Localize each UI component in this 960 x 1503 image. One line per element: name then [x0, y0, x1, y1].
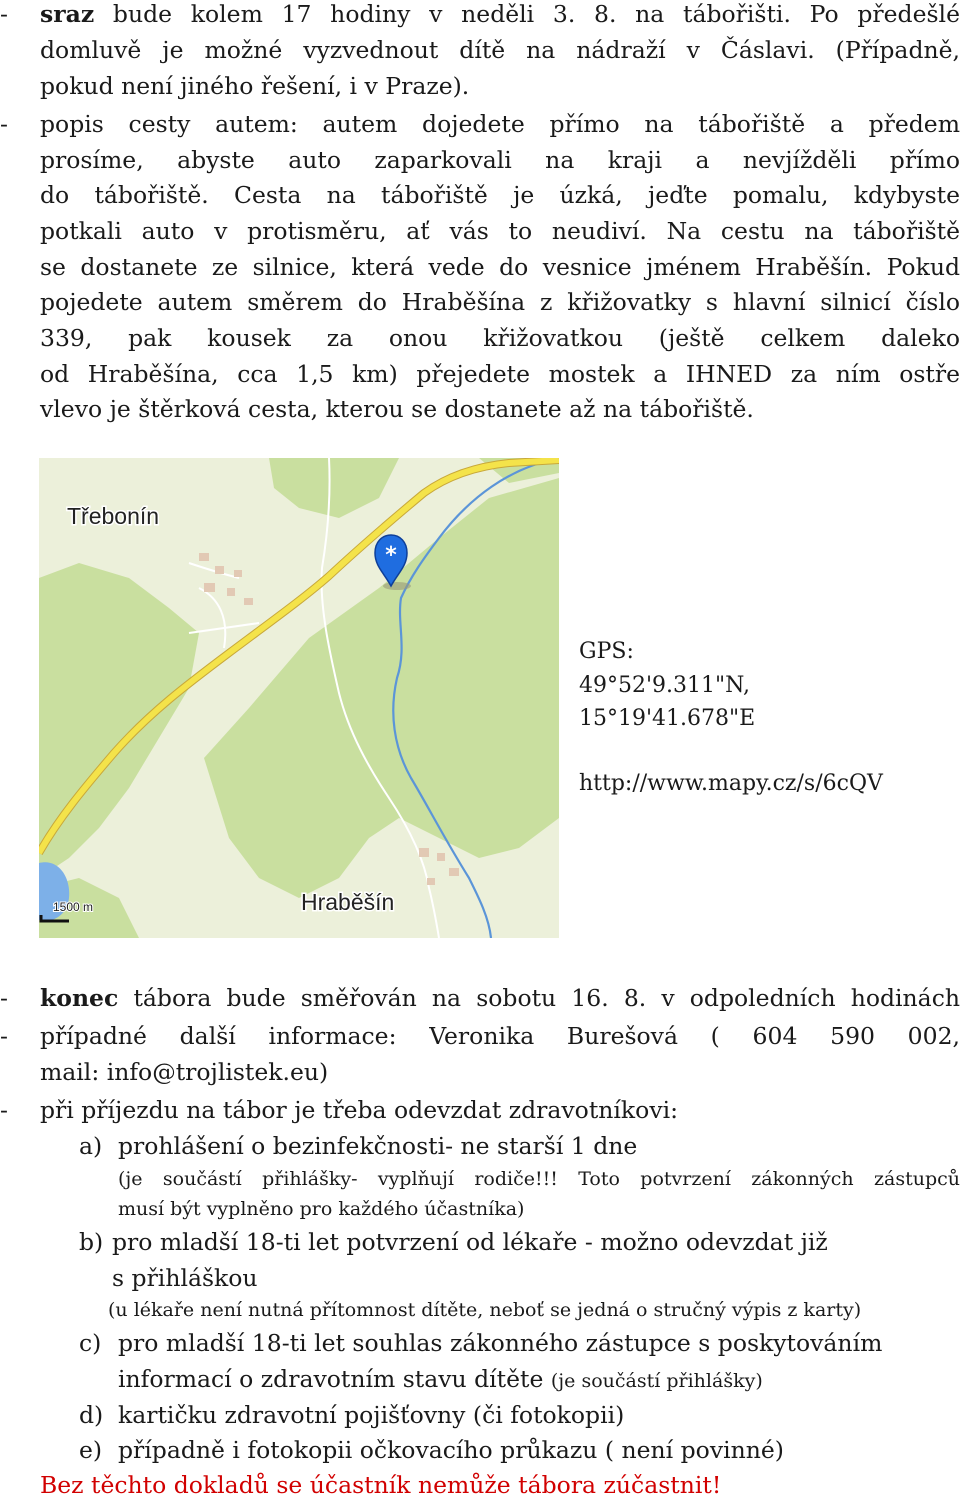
gps-longitude: 15°19'41.678"E [579, 706, 756, 731]
map-label-trebonin: Třebonín [67, 503, 160, 529]
building [449, 868, 459, 876]
item-c-note: (je součástí přihlášky) [550, 1370, 763, 1392]
item-b-text-1: pro mladší 18-ti let potvrzení od lékaře - možno odevzdat již [112, 1228, 828, 1256]
building [419, 848, 429, 857]
item-a-label: a) [79, 1132, 103, 1160]
map-scale-label: 1500 m [53, 900, 94, 914]
sraz-text: bude kolem 17 hodiny v neděli 3. 8. na tábořišti. Po předešlé [112, 0, 960, 28]
item-b-text-2: s přihláškou [112, 1264, 258, 1292]
building [244, 598, 253, 605]
item-d-text: kartičku zdravotní pojišťovny (či fotokopii) [118, 1401, 625, 1429]
gps-latitude: 49°52'9.311"N, [579, 673, 750, 698]
map-link[interactable]: http://www.mapy.cz/s/6cQV [579, 771, 883, 796]
bullet-dash: - [0, 1022, 8, 1050]
item-c-text-2: informací o zdravotním stavu dítěte [118, 1365, 544, 1393]
konec-bold: konec [40, 984, 119, 1012]
item-e-label: e) [79, 1436, 103, 1464]
location-map[interactable] [39, 458, 559, 938]
building [234, 570, 242, 577]
bullet-dash: - [0, 1096, 8, 1124]
map-label-hrabesin: Hraběšín [301, 889, 395, 915]
item-c-text-1: pro mladší 18-ti let souhlas zákonného zástupce s poskytováním [118, 1329, 883, 1357]
item-a-text: prohlášení o bezinfekčnosti- ne starší 1 dne [118, 1132, 638, 1160]
building [227, 588, 235, 596]
bullet-dash: - [0, 110, 8, 138]
marker-shadow [383, 582, 411, 590]
building [204, 583, 215, 592]
building [427, 878, 435, 885]
konec-text: tábora bude směřován na sobotu 16. 8. v odpoledních hodinách [133, 984, 960, 1012]
item-e-text: případně i fotokopii očkovacího průkazu ( není povinné) [118, 1436, 784, 1464]
building [437, 853, 445, 861]
item-c-label: c) [79, 1329, 102, 1357]
item-d-label: d) [79, 1401, 104, 1429]
gps-label: GPS: [579, 639, 634, 664]
marker-star: * [385, 543, 397, 568]
building [199, 553, 209, 561]
contact-email: mail: info@trojlistek.eu) [40, 1058, 329, 1086]
item-b-label: b) [79, 1228, 104, 1256]
bullet-dash: - [0, 0, 8, 28]
sraz-bold: sraz [40, 0, 95, 28]
building [215, 566, 224, 574]
bullet-dash: - [0, 984, 8, 1012]
